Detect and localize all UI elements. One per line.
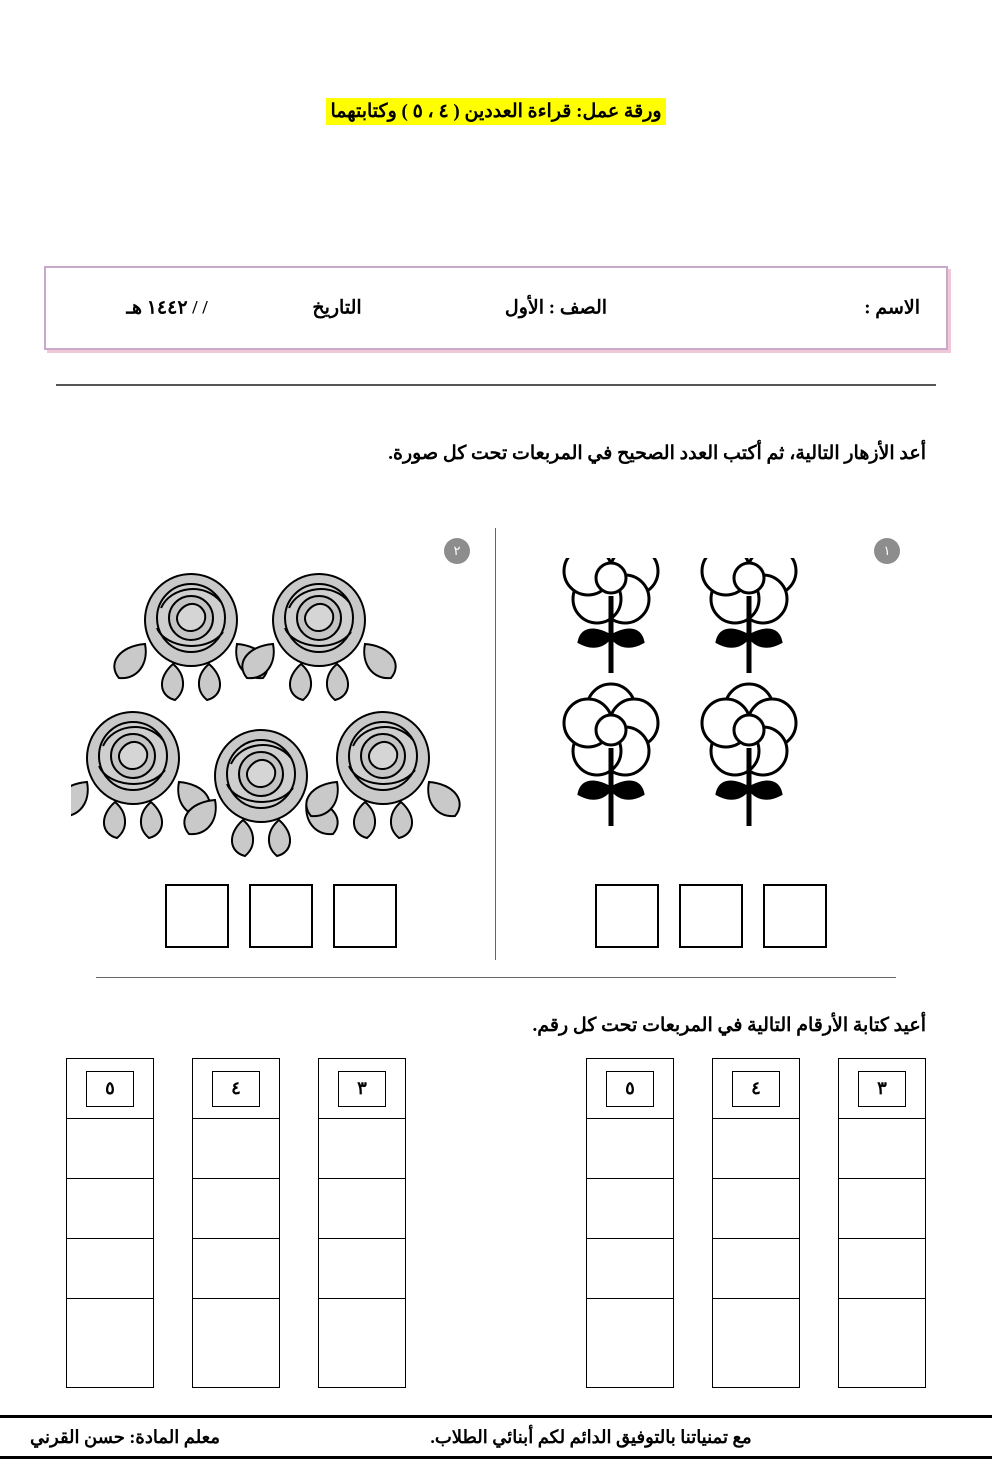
- digit-value: ٤: [212, 1071, 260, 1107]
- answer-box[interactable]: [595, 884, 659, 948]
- writing-cell[interactable]: [319, 1179, 405, 1239]
- writing-cell[interactable]: [587, 1179, 673, 1239]
- writing-cell[interactable]: [713, 1299, 799, 1359]
- writing-cell[interactable]: [67, 1119, 153, 1179]
- writing-cell[interactable]: [587, 1239, 673, 1299]
- digit-value: ٤: [732, 1071, 780, 1107]
- answer-box[interactable]: [165, 884, 229, 948]
- daisy-flowers-outline-icon: [496, 558, 926, 858]
- answer-box[interactable]: [333, 884, 397, 948]
- exercise1-item-2: [66, 528, 496, 978]
- digit-column: [192, 1058, 280, 1388]
- exercise1-area: [66, 528, 926, 978]
- worksheet-title-wrap: [0, 98, 992, 125]
- page-footer: [0, 1415, 992, 1459]
- writing-cell[interactable]: [319, 1119, 405, 1179]
- digit-value: ٥: [606, 1071, 654, 1107]
- footer-wish-text: مع تمنياتنا بالتوفيق الدائم لكم أبنائي الطلاب.: [430, 1426, 752, 1447]
- digit-header-cell: [587, 1059, 673, 1119]
- page-title: ورقة عمل: قراءة العددين ( ٤ ، ٥ ) وكتابتهما: [326, 98, 665, 125]
- writing-cell[interactable]: [713, 1179, 799, 1239]
- student-name-label: الاسم :: [864, 297, 920, 319]
- answer-box[interactable]: [763, 884, 827, 948]
- footer-teacher-name: معلم المادة: حسن القرني: [30, 1426, 221, 1447]
- digit-header-cell: [319, 1059, 405, 1119]
- writing-cell[interactable]: [839, 1179, 925, 1239]
- student-info-box: [44, 266, 948, 350]
- writing-cell[interactable]: [319, 1239, 405, 1299]
- writing-cell[interactable]: [713, 1119, 799, 1179]
- digit-header-cell: [67, 1059, 153, 1119]
- writing-cell[interactable]: [839, 1239, 925, 1299]
- digit-header-cell: [713, 1059, 799, 1119]
- writing-cell[interactable]: [839, 1299, 925, 1359]
- digit-column: [318, 1058, 406, 1388]
- rose-flowers-gray-icon: [66, 558, 496, 858]
- digit-column: [586, 1058, 674, 1388]
- writing-cell[interactable]: [587, 1299, 673, 1359]
- writing-cell[interactable]: [67, 1299, 153, 1359]
- digit-column: [66, 1058, 154, 1388]
- digit-value: ٣: [858, 1071, 906, 1107]
- digit-column: [712, 1058, 800, 1388]
- date-label: التاريخ: [312, 297, 362, 319]
- digit-value: ٥: [86, 1071, 134, 1107]
- writing-cell[interactable]: [67, 1239, 153, 1299]
- digit-column: [838, 1058, 926, 1388]
- answer-boxes-item-2: [66, 884, 496, 948]
- hijri-date-value: / / ١٤٤٢ هـ: [126, 297, 208, 319]
- exercise1-instruction: أعد الأزهار التالية، ثم أكتب العدد الصحيح في المربعات تحت كل صورة.: [388, 443, 926, 464]
- header-divider: [56, 384, 936, 386]
- digit-header-cell: [193, 1059, 279, 1119]
- exercise2-area: [66, 1058, 926, 1388]
- answer-box[interactable]: [679, 884, 743, 948]
- digit-header-cell: [839, 1059, 925, 1119]
- grade-label: الصف : الأول: [504, 297, 608, 319]
- exercise2-group-left: [66, 1058, 406, 1388]
- item-number-badge: ٢: [444, 538, 470, 564]
- exercise2-group-right: [586, 1058, 926, 1388]
- exercise2-instruction: أعيد كتابة الأرقام التالية في المربعات تحت كل رقم.: [532, 1015, 926, 1036]
- digit-value: ٣: [338, 1071, 386, 1107]
- writing-cell[interactable]: [193, 1179, 279, 1239]
- writing-cell[interactable]: [839, 1119, 925, 1179]
- exercise1-item-1: [496, 528, 926, 978]
- writing-cell[interactable]: [67, 1179, 153, 1239]
- writing-cell[interactable]: [713, 1239, 799, 1299]
- writing-cell[interactable]: [193, 1239, 279, 1299]
- writing-cell[interactable]: [193, 1119, 279, 1179]
- answer-boxes-item-1: [496, 884, 926, 948]
- writing-cell[interactable]: [193, 1299, 279, 1359]
- writing-cell[interactable]: [319, 1299, 405, 1359]
- item-number-badge: ١: [874, 538, 900, 564]
- answer-box[interactable]: [249, 884, 313, 948]
- writing-cell[interactable]: [587, 1119, 673, 1179]
